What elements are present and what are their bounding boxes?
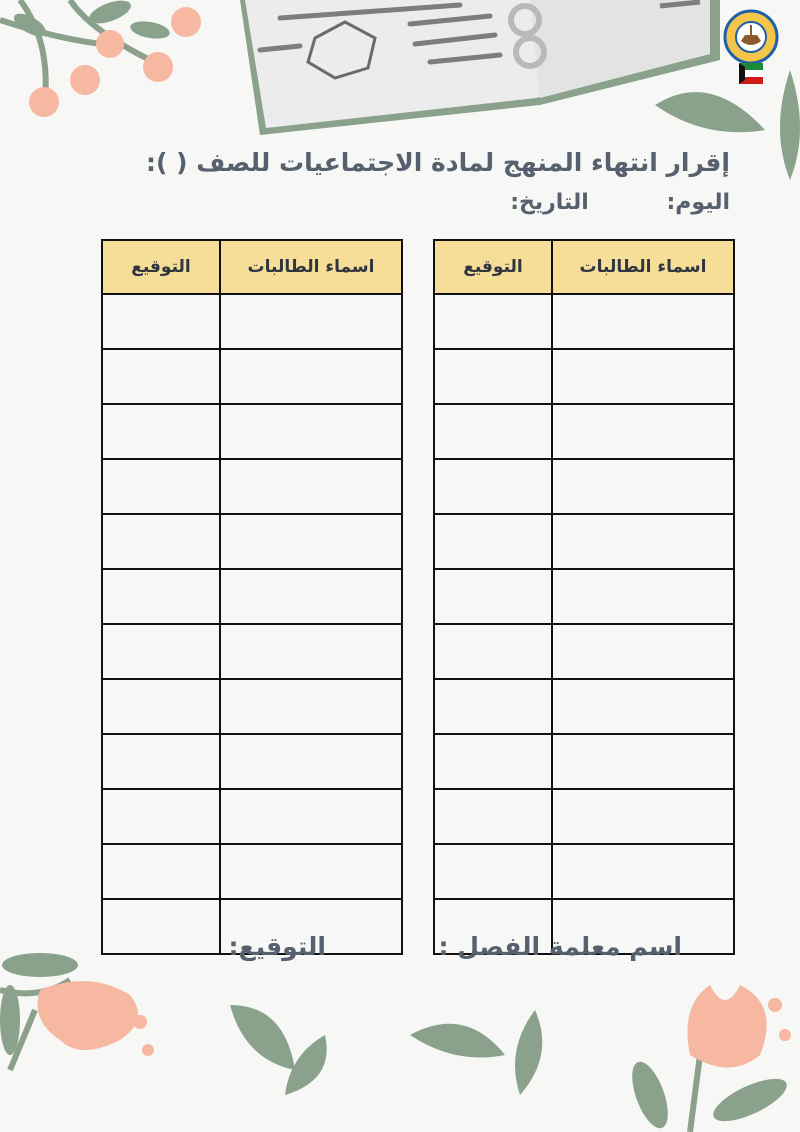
signature-label: التوقيع: <box>228 932 326 961</box>
signature-cell[interactable] <box>102 734 220 789</box>
leaf-pair-icon <box>225 1000 335 1100</box>
signature-cell[interactable] <box>434 459 552 514</box>
students-table-left <box>101 239 403 955</box>
student-name-cell[interactable] <box>220 734 402 789</box>
signature-cell[interactable] <box>434 514 552 569</box>
notebook-illustration <box>240 0 720 140</box>
table-row <box>102 349 402 404</box>
table-row <box>434 294 734 349</box>
signature-cell[interactable] <box>434 404 552 459</box>
student-name-cell[interactable] <box>220 789 402 844</box>
table-row <box>434 514 734 569</box>
signature-cell[interactable] <box>434 844 552 899</box>
signature-cell[interactable] <box>102 844 220 899</box>
signature-cell[interactable] <box>434 734 552 789</box>
student-name-cell[interactable] <box>552 734 734 789</box>
column-header-signature: التوقيع <box>434 240 552 294</box>
table-row <box>102 569 402 624</box>
student-name-cell[interactable] <box>552 569 734 624</box>
signature-cell[interactable] <box>434 349 552 404</box>
day-label: اليوم: <box>666 190 730 215</box>
table-row <box>102 294 402 349</box>
table-row <box>102 624 402 679</box>
student-name-cell[interactable] <box>220 624 402 679</box>
student-name-cell[interactable] <box>552 844 734 899</box>
signature-cell[interactable] <box>102 349 220 404</box>
table-row <box>434 459 734 514</box>
signature-cell[interactable] <box>434 624 552 679</box>
leaf-pair-icon <box>405 1005 555 1105</box>
table-header-row <box>434 240 734 294</box>
table-row <box>102 404 402 459</box>
table-header-row <box>102 240 402 294</box>
berry-branch-icon <box>0 0 210 130</box>
column-header-signature: التوقيع <box>102 240 220 294</box>
column-header-names: اسماء الطالبات <box>220 240 402 294</box>
table-row <box>102 459 402 514</box>
table-row <box>434 844 734 899</box>
student-name-cell[interactable] <box>552 404 734 459</box>
signature-cell[interactable] <box>102 514 220 569</box>
student-name-cell[interactable] <box>220 514 402 569</box>
teacher-name-label: اسم معلمة الفصل : <box>438 932 682 961</box>
signature-cell[interactable] <box>102 899 220 954</box>
student-name-cell[interactable] <box>220 459 402 514</box>
signature-cell[interactable] <box>434 679 552 734</box>
table-row <box>434 404 734 459</box>
student-name-cell[interactable] <box>220 294 402 349</box>
table-row <box>434 734 734 789</box>
date-line <box>510 190 730 215</box>
signature-cell[interactable] <box>102 569 220 624</box>
flower-right-icon <box>630 965 800 1132</box>
table-row <box>434 349 734 404</box>
student-name-cell[interactable] <box>552 514 734 569</box>
column-header-names: اسماء الطالبات <box>552 240 734 294</box>
signature-cell[interactable] <box>102 294 220 349</box>
students-table-right <box>433 239 735 955</box>
table-row <box>102 679 402 734</box>
page-title: إقرار انتهاء المنهج لمادة الاجتماعيات للصف ( ): <box>146 148 730 177</box>
table-row <box>102 789 402 844</box>
student-name-cell[interactable] <box>220 569 402 624</box>
signature-cell[interactable] <box>102 404 220 459</box>
student-name-cell[interactable] <box>220 844 402 899</box>
table-row <box>434 569 734 624</box>
student-name-cell[interactable] <box>552 349 734 404</box>
student-name-cell[interactable] <box>552 294 734 349</box>
student-name-cell[interactable] <box>552 789 734 844</box>
signature-cell[interactable] <box>434 294 552 349</box>
flower-left-icon <box>0 950 160 1132</box>
table-row <box>434 679 734 734</box>
signature-cell[interactable] <box>434 569 552 624</box>
signature-cell[interactable] <box>102 789 220 844</box>
signature-cell[interactable] <box>102 459 220 514</box>
student-name-cell[interactable] <box>552 459 734 514</box>
student-name-cell[interactable] <box>552 624 734 679</box>
signature-cell[interactable] <box>102 679 220 734</box>
table-row <box>102 514 402 569</box>
table-row <box>434 789 734 844</box>
signature-cell[interactable] <box>102 624 220 679</box>
student-name-cell[interactable] <box>220 679 402 734</box>
student-name-cell[interactable] <box>220 349 402 404</box>
table-row <box>434 624 734 679</box>
table-row <box>102 734 402 789</box>
student-name-cell[interactable] <box>552 679 734 734</box>
table-row <box>102 844 402 899</box>
student-name-cell[interactable] <box>220 404 402 459</box>
signature-cell[interactable] <box>434 789 552 844</box>
date-label: التاريخ: <box>510 190 589 215</box>
